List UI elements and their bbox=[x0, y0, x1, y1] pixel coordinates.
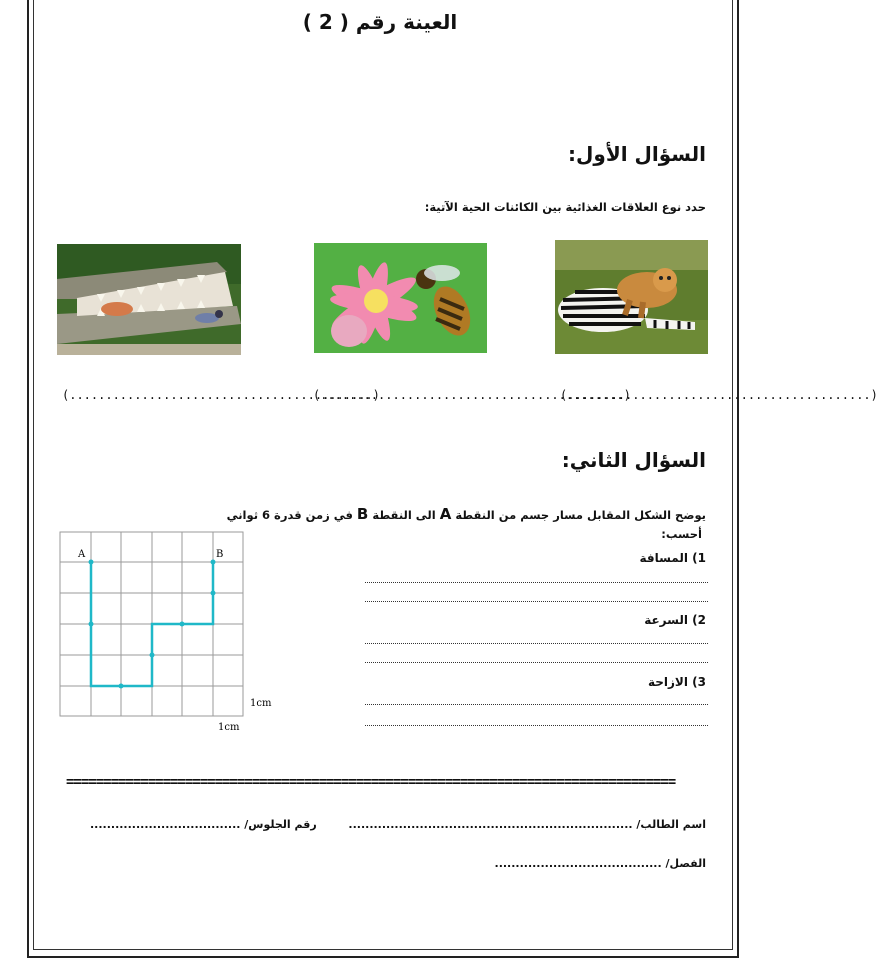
crocodile-photo bbox=[57, 244, 241, 355]
item-speed-label: 2) السرعة bbox=[644, 613, 706, 627]
grid-point-b: B bbox=[216, 549, 224, 560]
instruction-end: في زمن قدرة 6 ثواني bbox=[226, 508, 353, 522]
point-a-label: A bbox=[439, 505, 452, 523]
item-displacement-label: 3) الازاحة bbox=[647, 675, 706, 689]
class-field[interactable]: الفصل/ ........................................ bbox=[494, 857, 706, 870]
answer-blank-lion-zebra[interactable]: (..........................................) bbox=[560, 388, 878, 402]
answer-line-distance-1[interactable] bbox=[365, 582, 708, 583]
path-grid-diagram bbox=[58, 532, 278, 737]
grid-unit-y: 1cm bbox=[250, 698, 272, 709]
bee-flower-photo bbox=[314, 243, 487, 353]
answer-line-displacement-2[interactable] bbox=[365, 725, 708, 726]
answer-line-speed-2[interactable] bbox=[365, 662, 708, 663]
student-name-field[interactable]: اسم الطالب/ .................................................................... bbox=[348, 818, 706, 831]
question1-instruction: حدد نوع العلاقات الغذائية بين الكائنات الحية الآتية: bbox=[424, 200, 706, 214]
seat-number-field[interactable]: رقم الجلوس/ .................................... bbox=[90, 818, 317, 831]
answer-line-displacement-1[interactable] bbox=[365, 704, 708, 705]
instruction-mid: الى النقطة bbox=[372, 508, 436, 522]
answer-line-distance-2[interactable] bbox=[365, 601, 708, 602]
lion-zebra-photo bbox=[555, 240, 708, 354]
point-b-label: B bbox=[356, 505, 369, 523]
question1-heading: السؤال الأول: bbox=[568, 142, 706, 166]
question2-heading: السؤال الثاني: bbox=[561, 448, 706, 472]
item-distance-label: 1) المسافة bbox=[639, 551, 706, 565]
answer-blank-crocodile[interactable]: (..........................................) bbox=[62, 388, 380, 402]
calculate-label: أحسب: bbox=[661, 527, 702, 541]
instruction-start: يوضح الشكل المقابل مسار جسم من النقطة bbox=[455, 508, 706, 522]
grid-unit-x: 1cm bbox=[218, 722, 240, 733]
page-title: العينة رقم ( 2 ) bbox=[302, 10, 458, 34]
answer-blank-bee-flower[interactable]: (..........................................) bbox=[313, 388, 631, 402]
answer-line-speed-1[interactable] bbox=[365, 643, 708, 644]
section-separator: ================================================================================== bbox=[66, 774, 676, 790]
question2-instruction bbox=[227, 505, 706, 523]
grid-point-a: A bbox=[78, 549, 86, 560]
